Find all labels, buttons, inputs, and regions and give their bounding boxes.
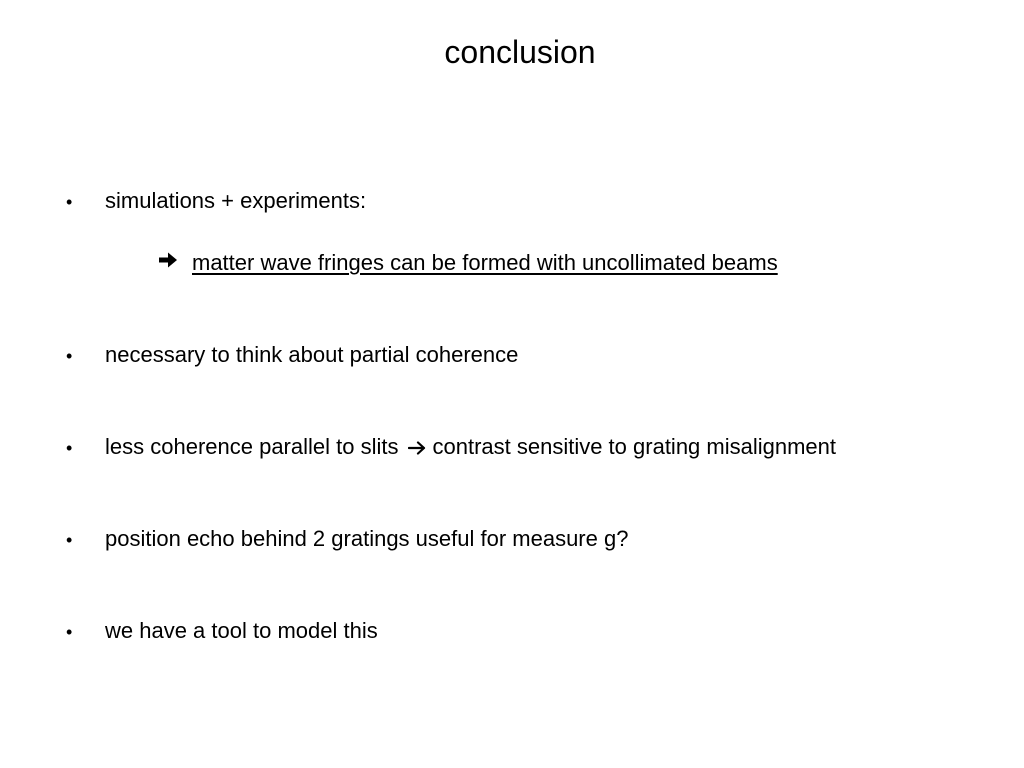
bullet-text: less coherence parallel to slits [105, 434, 399, 459]
bullet-text: necessary to think about partial coherence [105, 342, 519, 367]
bullet-dot: • [66, 192, 73, 212]
bullet-dot: • [66, 438, 73, 458]
bullet-item [66, 432, 836, 462]
bullet-item [66, 340, 518, 370]
bullet-dot: • [66, 622, 73, 642]
bullet-text: simulations + experiments: [105, 188, 367, 213]
bullet-dot: • [66, 530, 73, 550]
bold-right-arrow-icon [158, 247, 178, 277]
sub-point [158, 248, 778, 278]
right-arrow-icon [408, 433, 426, 463]
bullet-dot: • [66, 346, 73, 366]
slide-title: conclusion [444, 34, 596, 70]
bullet-text: position echo behind 2 gratings useful for measure g? [105, 526, 629, 551]
bullet-item [66, 186, 366, 216]
bullet-text: contrast sensitive to grating misalignment [432, 434, 837, 459]
bullet-text: we have a tool to model this [105, 618, 378, 643]
sub-point-text: matter wave fringes can be formed with uncollimated beams [192, 250, 778, 275]
bullet-item [66, 524, 628, 554]
bullet-item [66, 616, 378, 646]
